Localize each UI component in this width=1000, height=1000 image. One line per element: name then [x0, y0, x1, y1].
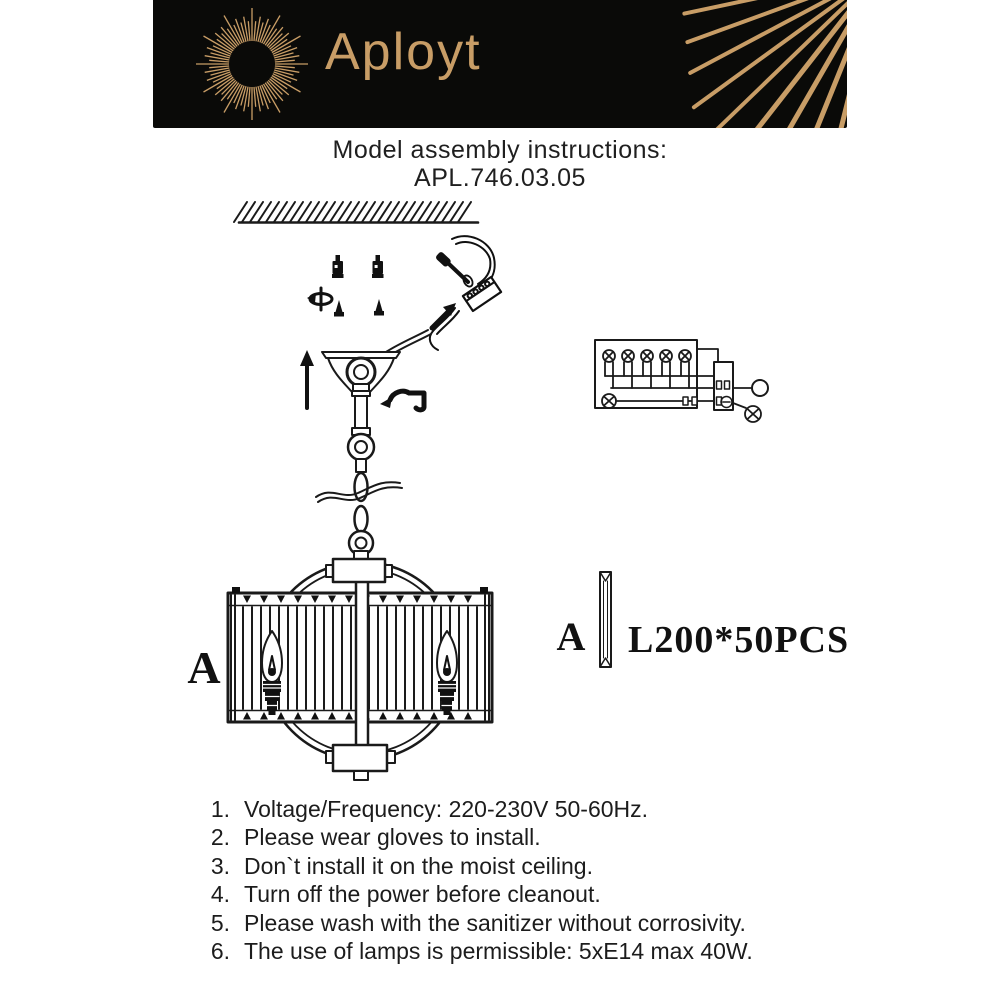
item-number: 6. [210, 938, 230, 965]
item-number: 3. [210, 852, 230, 879]
list-item [196, 909, 856, 937]
brand-logo-text: Aployt [325, 23, 482, 81]
screwdriver-icon [435, 251, 468, 282]
crystal-rod-icon [600, 572, 611, 667]
legend-label-a: A [556, 614, 586, 659]
instructions-list [196, 795, 856, 965]
crystal-part-legend [557, 572, 850, 667]
up-arrow-icon [300, 350, 314, 408]
list-item [196, 823, 856, 851]
central-rod [356, 578, 368, 748]
hanging-rod-and-chain [316, 391, 402, 555]
list-item [196, 852, 856, 880]
item-text: The use of lamps is permissible: 5xE14 max 40W. [244, 938, 753, 965]
rotate-icon [307, 288, 332, 310]
model-number: APL.746.03.05 [414, 164, 586, 192]
lamp-symbol [602, 394, 616, 408]
hook-icon [380, 391, 424, 410]
list-item [196, 937, 856, 965]
assembly-label-a: A [187, 642, 221, 693]
terminal-block-detail [430, 236, 501, 350]
item-text: Voltage/Frequency: 220-230V 50-60Hz. [244, 796, 649, 822]
item-text: Turn off the power before cleanout. [244, 881, 601, 908]
lamp-symbol [745, 406, 761, 422]
arrow-icon [432, 303, 456, 328]
ceiling-hatch [234, 202, 478, 223]
list-item [196, 880, 856, 908]
item-number: 1. [210, 796, 230, 822]
junction-circle [752, 380, 768, 396]
item-text: Don`t install it on the moist ceiling. [244, 852, 593, 879]
crystal-spec: L200*50PCS [628, 619, 850, 661]
screw-icon [334, 299, 384, 317]
ceiling-canopy [322, 330, 431, 393]
wall-anchor-icon [332, 255, 384, 278]
page-title: Model assembly instructions: [332, 136, 668, 164]
wiring-schematic [595, 340, 768, 422]
list-item [196, 795, 856, 823]
item-number: 5. [210, 909, 230, 936]
item-number: 2. [210, 824, 230, 851]
item-number: 4. [210, 881, 230, 908]
item-text: Please wash with the sanitizer without corrosivity. [244, 909, 746, 936]
item-text: Please wear gloves to install. [244, 824, 541, 851]
